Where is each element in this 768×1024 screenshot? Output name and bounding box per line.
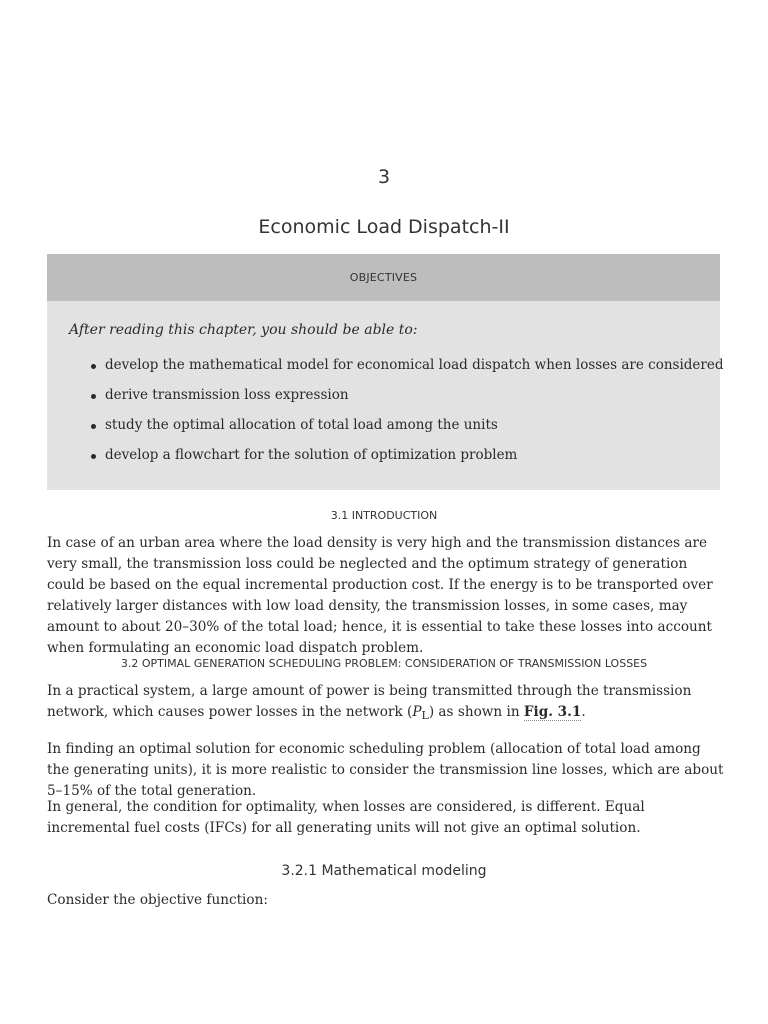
bullet-icon [91,424,96,429]
list-item [91,417,724,447]
objectives-box [47,254,724,490]
scheduling-paragraph-3: In general, the condition for optimality, when losses are considered, is different. Equal incremental fuel costs (IFCs) for all generating units will not give an optimal solution. [47,799,645,836]
section-heading-introduction: 3.1 INTRODUCTION [330,509,438,522]
objectives-intro: After reading this chapter, you should be able to: [69,322,418,338]
scheduling-paragraph-1 [47,681,727,726]
list-item [91,447,724,477]
paragraph-text: In a practical system, a large amount of power is being transmitted through the transmission network, which causes power losses in the network ( [47,683,692,720]
objective-text: develop a flowchart for the solution of optimization problem [105,447,518,463]
paragraph-text: . [581,704,586,720]
list-item [91,357,724,387]
power-loss-subscript: L [421,709,429,722]
power-loss-var: P [412,704,422,720]
figure-link[interactable]: Fig. 3.1 [523,704,582,720]
objective-text: study the optimal allocation of total load among the units [105,417,498,433]
chapter-title: Economic Load Dispatch-II [258,216,510,238]
objective-text: develop the mathematical model for economical load dispatch when losses are considered [105,357,724,373]
bullet-icon [91,364,96,369]
introduction-paragraph: In case of an urban area where the load density is very high and the transmission distances are very small, the transmission loss could be neglected and the optimum strategy of generation could be based on the equal incremental production cost. If the energy is to be transported over relatively larger distances with low load density, the transmission losses, in some cases, may amount to about 20–30% of the total load; hence, it is essential to take these losses into account when formulating an economic load dispatch problem. [47,535,713,656]
paragraph-text: ) as shown in [428,704,524,720]
power-loss-symbol [412,704,428,720]
objectives-heading: OBJECTIVES [47,254,720,301]
objective-text: derive transmission loss expression [105,387,349,403]
modeling-paragraph: Consider the objective function: [47,892,268,908]
bullet-icon [91,454,96,459]
objectives-list [91,357,724,477]
list-item [91,387,724,417]
section-heading-scheduling: 3.2 OPTIMAL GENERATION SCHEDULING PROBLEM: CONSIDERATION OF TRANSMISSION LOSSES [120,657,648,670]
subsection-heading-modeling: 3.2.1 Mathematical modeling [281,863,487,879]
bullet-icon [91,394,96,399]
scheduling-paragraph-2: In finding an optimal solution for economic scheduling problem (allocation of total load among the generating units), it is more realistic to consider the transmission line losses, which are about 5–15% of the total generation. [47,741,724,799]
chapter-number: 3 [377,166,391,188]
